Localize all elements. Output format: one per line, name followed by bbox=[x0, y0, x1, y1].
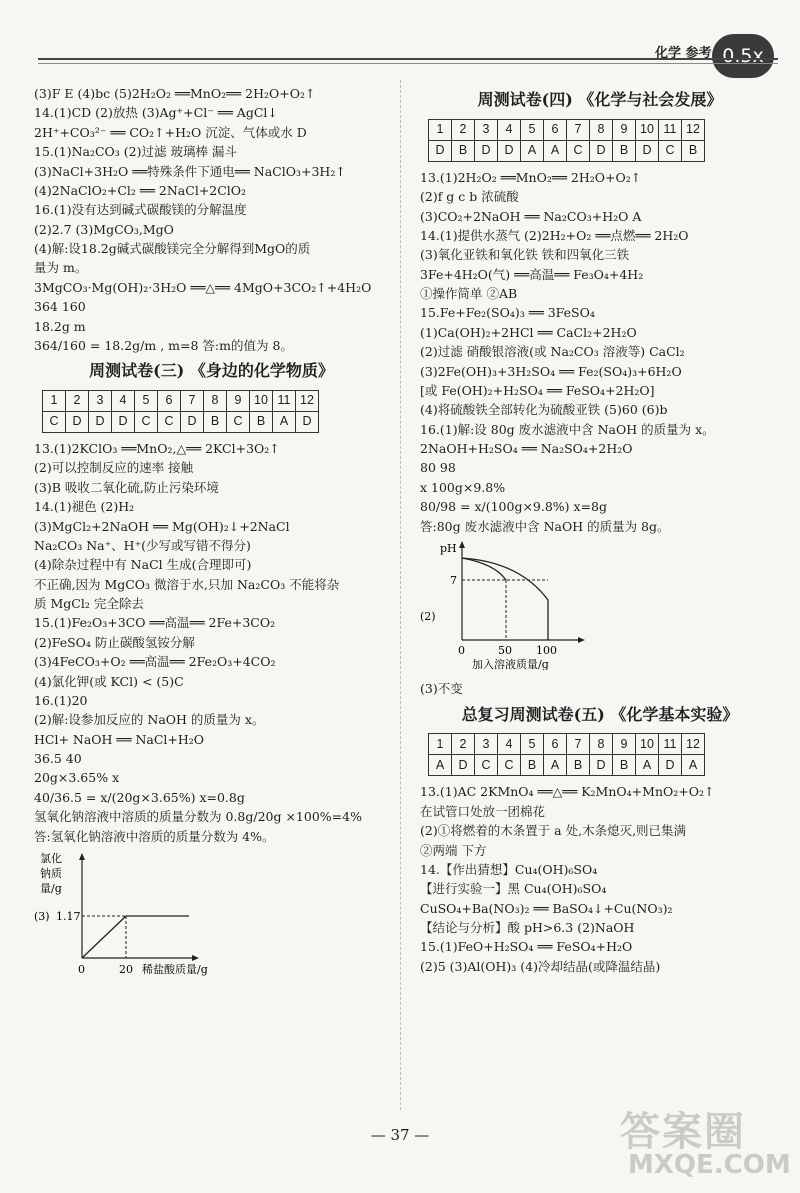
answer-cell: A bbox=[682, 755, 705, 776]
answer-line: 2NaOH+H₂SO₄ ══ Na₂SO₄+2H₂O bbox=[420, 441, 633, 457]
question-number-cell: 4 bbox=[112, 391, 135, 412]
answer-line: (3)2Fe(OH)₃+3H₂SO₄ ══ Fe₂(SO₄)₃+6H₂O bbox=[420, 363, 682, 379]
answer-line: 13.(1)AC 2KMnO₄ ══△══ K₂MnO₄+MnO₂+O₂↑ bbox=[420, 784, 715, 800]
answer-cell: B bbox=[613, 140, 636, 161]
answer-line: 13.(1)2KClO₃ ══MnO₂,△══ 2KCl+3O₂↑ bbox=[34, 441, 280, 457]
question-number-cell: 8 bbox=[590, 734, 613, 755]
question-number-cell: 11 bbox=[659, 734, 682, 755]
question-number-cell: 4 bbox=[498, 734, 521, 755]
answer-line: (3)4FeCO₃+O₂ ══高温══ 2Fe₂O₃+4CO₂ bbox=[34, 654, 276, 670]
answer-line: 80 98 bbox=[420, 460, 456, 476]
answer-cell: B bbox=[567, 755, 590, 776]
answer-cell: C bbox=[227, 412, 250, 433]
answer-cell: D bbox=[636, 140, 659, 161]
question-number-cell: 1 bbox=[429, 119, 452, 140]
ph-curve-1 bbox=[462, 558, 548, 640]
answer-cell: B bbox=[682, 140, 705, 161]
answer-line: (3)MgCl₂+2NaOH ══ Mg(OH)₂↓+2NaCl bbox=[34, 518, 290, 534]
answer-line: (2)2.7 (3)MgCO₃,MgO bbox=[34, 221, 174, 237]
question-number-cell: 5 bbox=[135, 391, 158, 412]
graph-ylabel-3: 量/g bbox=[40, 881, 62, 895]
sodium-chloride-graph bbox=[34, 850, 234, 980]
question-number-cell: 11 bbox=[273, 391, 296, 412]
question-number-cell: 10 bbox=[636, 734, 659, 755]
ph-x0: 0 bbox=[458, 643, 465, 657]
answer-line: 18.2g m bbox=[34, 318, 86, 334]
ph-graph-ylabel: pH bbox=[440, 541, 457, 555]
answer-line: 14.(1)提供水蒸气 (2)2H₂+O₂ ══点燃══ 2H₂O bbox=[420, 227, 689, 243]
question-number-cell: 6 bbox=[544, 119, 567, 140]
answer-line: 15.(1)FeO+H₂SO₄ ══ FeSO₄+H₂O bbox=[420, 939, 633, 955]
question-number-cell: 8 bbox=[204, 391, 227, 412]
answer-line: 16.(1)没有达到碱式碳酸镁的分解温度 bbox=[34, 202, 247, 218]
answer-line: 13.(1)2H₂O₂ ══MnO₂══ 2H₂O+O₂↑ bbox=[420, 169, 642, 185]
answer-table-5 bbox=[428, 733, 705, 776]
answer-line: 40/36.5 = x/(20g×3.65%) x=0.8g bbox=[34, 789, 245, 805]
graph-xlabel: 稀盐酸质量/g bbox=[142, 962, 208, 976]
question-number-cell: 7 bbox=[567, 734, 590, 755]
answer-line: 【结论与分析】酸 pH>6.3 (2)NaOH bbox=[420, 920, 635, 936]
page-number: — 37 — bbox=[370, 1126, 430, 1144]
answer-cell: D bbox=[590, 755, 613, 776]
answer-line: (3)氧化亚铁和氧化铁 铁和四氧化三铁 bbox=[420, 247, 630, 263]
ph-x2: 100 bbox=[536, 643, 557, 657]
answer-cell: A bbox=[544, 755, 567, 776]
answers-block-left-2 bbox=[34, 439, 389, 846]
answer-line: 14.(1)褪色 (2)H₂ bbox=[34, 499, 135, 515]
answer-cell: C bbox=[659, 140, 682, 161]
answer-line: 【进行实验一】黑 Cu₄(OH)₆SO₄ bbox=[420, 881, 607, 897]
answer-cell: D bbox=[181, 412, 204, 433]
question-number-cell: 12 bbox=[682, 734, 705, 755]
answer-line: 答:80g 废水滤液中含 NaOH 的质量为 8g。 bbox=[420, 518, 670, 534]
answer-line: 量为 m。 bbox=[34, 260, 88, 276]
answer-cell: D bbox=[429, 140, 452, 161]
answer-cell: D bbox=[498, 140, 521, 161]
ph-graph-prefix: (2) bbox=[420, 609, 436, 623]
ph-x-arrow bbox=[578, 637, 585, 643]
ph-graph-yvalue: 7 bbox=[450, 573, 457, 587]
watermark-logo: 答案圈 bbox=[620, 1109, 746, 1155]
answer-cell: B bbox=[250, 412, 273, 433]
question-number-cell: 6 bbox=[544, 734, 567, 755]
answer-line: HCl+ NaOH ══ NaCl+H₂O bbox=[34, 731, 205, 747]
graph-ylabel-2: 钠质 bbox=[40, 866, 62, 880]
answer-cell: D bbox=[452, 755, 475, 776]
answer-line: (4)除杂过程中有 NaCl 生成(合理即可) bbox=[34, 557, 252, 573]
ph-x1: 50 bbox=[498, 643, 512, 657]
question-number-cell: 3 bbox=[89, 391, 112, 412]
answer-line: 364 160 bbox=[34, 299, 86, 315]
answer-line: 氢氧化钠溶液中溶质的质量分数为 0.8g/20g ×100%=4% bbox=[34, 809, 362, 825]
ph-y-arrow bbox=[459, 541, 465, 548]
answer-line: 答:氢氧化钠溶液中溶质的质量分数为 4%。 bbox=[34, 828, 275, 844]
answer-line: 14.【作出猜想】Cu₄(OH)₆SO₄ bbox=[420, 861, 598, 877]
question-number-cell: 1 bbox=[429, 734, 452, 755]
ph-graph bbox=[420, 540, 620, 670]
header-rule bbox=[38, 58, 778, 64]
answers-block-right-2 bbox=[420, 782, 780, 976]
answer-line: 15.(1)Fe₂O₃+3CO ══高温══ 2Fe+3CO₂ bbox=[34, 615, 276, 631]
ph-xlabel: 加入溶液质量/g bbox=[472, 657, 549, 670]
answer-line: 15.Fe+Fe₂(SO₄)₃ ══ 3FeSO₄ bbox=[420, 305, 595, 321]
question-number-cell: 2 bbox=[452, 119, 475, 140]
answer-line: 不正确,因为 MgCO₃ 微溶于水,只加 Na₂CO₃ 不能将杂 bbox=[34, 576, 340, 592]
answer-line: 20g×3.65% x bbox=[34, 770, 120, 786]
answer-line: (3)B 吸收二氧化硫,防止污染环境 bbox=[34, 479, 219, 495]
answer-line: (2)解:设参加反应的 NaOH 的质量为 x。 bbox=[34, 712, 265, 728]
answer-cell: C bbox=[43, 412, 66, 433]
answer-line: (4)2NaClO₂+Cl₂ ══ 2NaCl+2ClO₂ bbox=[34, 182, 247, 198]
question-number-cell: 10 bbox=[636, 119, 659, 140]
x-axis-arrow bbox=[192, 955, 199, 961]
answer-line: CuSO₄+Ba(NO₃)₂ ══ BaSO₄↓+Cu(NO₃)₂ bbox=[420, 900, 673, 916]
answer-line: (3)NaCl+3H₂O ══特殊条件下通电══ NaClO₃+3H₂↑ bbox=[34, 163, 346, 179]
answer-line: 15.(1)Na₂CO₃ (2)过滤 玻璃棒 漏斗 bbox=[34, 144, 237, 160]
question-number-cell: 2 bbox=[452, 734, 475, 755]
graph-prefix: (3) bbox=[34, 909, 50, 923]
answer-line: x 100g×9.8% bbox=[420, 479, 506, 495]
question-number-cell: 4 bbox=[498, 119, 521, 140]
question-number-cell: 5 bbox=[521, 119, 544, 140]
answers-block-left-1 bbox=[34, 84, 389, 355]
left-column bbox=[34, 84, 389, 989]
question-number-cell: 3 bbox=[475, 119, 498, 140]
answer-cell: B bbox=[613, 755, 636, 776]
section-title-5: 总复习周测试卷(五) 《化学基本实验》 bbox=[461, 704, 739, 724]
answer-table-4 bbox=[428, 119, 705, 162]
question-number-cell: 6 bbox=[158, 391, 181, 412]
answer-cell: A bbox=[429, 755, 452, 776]
answer-line: (3)CO₂+2NaOH ══ Na₂CO₃+H₂O A bbox=[420, 208, 642, 224]
answer-line: 在试管口处放一团棉花 bbox=[420, 803, 546, 819]
answer-cell: D bbox=[112, 412, 135, 433]
answer-cell: A bbox=[521, 140, 544, 161]
answer-line: (3)F E (4)bc (5)2H₂O₂ ══MnO₂══ 2H₂O+O₂↑ bbox=[34, 86, 316, 101]
answer-cell: D bbox=[590, 140, 613, 161]
answer-cell: B bbox=[452, 140, 475, 161]
header-subject: 化学 参考 bbox=[655, 46, 712, 61]
answer-line: 16.(1)解:设 80g 废水滤液中含 NaOH 的质量为 x。 bbox=[420, 421, 715, 437]
answer-line: ①操作简单 ②AB bbox=[420, 286, 518, 302]
answer-cell: D bbox=[475, 140, 498, 161]
answer-line: (2)①将燃着的木条置于 a 处,木条熄灭,则已集满 bbox=[420, 823, 687, 839]
answer-line: (4)氯化钾(或 KCl) < (5)C bbox=[34, 673, 184, 689]
graph-x0: 0 bbox=[78, 962, 85, 976]
answer-line: 36.5 40 bbox=[34, 751, 82, 767]
question-number-cell: 9 bbox=[613, 734, 636, 755]
graph-rise-line bbox=[82, 916, 126, 958]
answer-line: (2)可以控制反应的速率 接触 bbox=[34, 460, 194, 476]
answer-line: 3MgCO₃·Mg(OH)₂·3H₂O ══△══ 4MgO+3CO₂↑+4H₂O bbox=[34, 279, 372, 295]
question-number-cell: 9 bbox=[227, 391, 250, 412]
answer-cell: A bbox=[544, 140, 567, 161]
answer-line: (2)5 (3)Al(OH)₃ (4)冷却结晶(或降温结晶) bbox=[420, 958, 661, 974]
question-number-cell: 2 bbox=[66, 391, 89, 412]
answer-cell: C bbox=[475, 755, 498, 776]
question-number-cell: 11 bbox=[659, 119, 682, 140]
graph-yvalue: 1.17 bbox=[56, 909, 81, 923]
answer-line: (4)将硫酸铁全部转化为硫酸亚铁 (5)60 (6)b bbox=[420, 402, 668, 418]
answers-block-right-1 bbox=[420, 168, 780, 536]
question-number-cell: 8 bbox=[590, 119, 613, 140]
answer-line: 质 MgCl₂ 完全除去 bbox=[34, 596, 144, 612]
watermark-url: MXQE.COM bbox=[628, 1150, 791, 1180]
answer-line: (2)f g c b 浓硫酸 bbox=[420, 189, 519, 205]
answer-line: 80/98 = x/(100g×9.8%) x=8g bbox=[420, 499, 607, 515]
y-axis-arrow bbox=[79, 853, 85, 860]
question-number-cell: 12 bbox=[296, 391, 319, 412]
graph-ylabel-1: 氯化 bbox=[40, 851, 62, 865]
question-number-cell: 7 bbox=[181, 391, 204, 412]
answer-cell: D bbox=[659, 755, 682, 776]
answer-cell: C bbox=[567, 140, 590, 161]
answer-table-3 bbox=[42, 390, 319, 433]
section-title-3: 周测试卷(三) 《身边的化学物质》 bbox=[89, 361, 334, 381]
answer-cell: D bbox=[89, 412, 112, 433]
answer-line: 3Fe+4H₂O(气) ══高温══ Fe₃O₄+4H₂ bbox=[420, 266, 644, 282]
answer-line: 2H⁺+CO₃²⁻ ══ CO₂↑+H₂O 沉淀、气体或水 D bbox=[34, 124, 307, 140]
answer-line: 14.(1)CD (2)放热 (3)Ag⁺+Cl⁻ ══ AgCl↓ bbox=[34, 105, 278, 121]
answer-cell: A bbox=[273, 412, 296, 433]
answer-line: Na₂CO₃ Na⁺、H⁺(少写或写错不得分) bbox=[34, 537, 251, 553]
answer-line: ②两端 下方 bbox=[420, 842, 487, 858]
answer-line: 364/160 = 18.2g/m , m=8 答:m的值为 8。 bbox=[34, 337, 293, 353]
playback-speed-badge[interactable]: 0.5x bbox=[712, 34, 774, 78]
answer-cell: B bbox=[204, 412, 227, 433]
question-number-cell: 10 bbox=[250, 391, 273, 412]
graph-x1: 20 bbox=[119, 962, 133, 976]
answer-cell: C bbox=[498, 755, 521, 776]
answer-cell: D bbox=[296, 412, 319, 433]
question-number-cell: 12 bbox=[682, 119, 705, 140]
answer-line: [或 Fe(OH)₂+H₂SO₄ ══ FeSO₄+2H₂O] bbox=[420, 382, 655, 398]
question-number-cell: 7 bbox=[567, 119, 590, 140]
question-number-cell: 9 bbox=[613, 119, 636, 140]
answer-line: (2)FeSO₄ 防止碳酸氢铵分解 bbox=[34, 634, 195, 650]
question-number-cell: 3 bbox=[475, 734, 498, 755]
answer-line: 16.(1)20 bbox=[34, 692, 88, 708]
answer-cell: C bbox=[158, 412, 181, 433]
answer-cell: D bbox=[66, 412, 89, 433]
answer-line: (2)过滤 硝酸银溶液(或 Na₂CO₃ 溶液等) CaCl₂ bbox=[420, 344, 685, 360]
answer-cell: C bbox=[135, 412, 158, 433]
answer-cell: B bbox=[521, 755, 544, 776]
answer-line: (1)Ca(OH)₂+2HCl ══ CaCl₂+2H₂O bbox=[420, 324, 637, 340]
answer-cell: A bbox=[636, 755, 659, 776]
section-title-4: 周测试卷(四) 《化学与社会发展》 bbox=[477, 90, 723, 109]
after-graph-line: (3)不变 bbox=[420, 681, 463, 697]
answer-line: (4)解:设18.2g碱式碳酸镁完全分解得到MgO的质 bbox=[34, 241, 311, 256]
question-number-cell: 1 bbox=[43, 391, 66, 412]
column-divider bbox=[400, 80, 401, 1110]
question-number-cell: 5 bbox=[521, 734, 544, 755]
right-column bbox=[420, 84, 780, 976]
